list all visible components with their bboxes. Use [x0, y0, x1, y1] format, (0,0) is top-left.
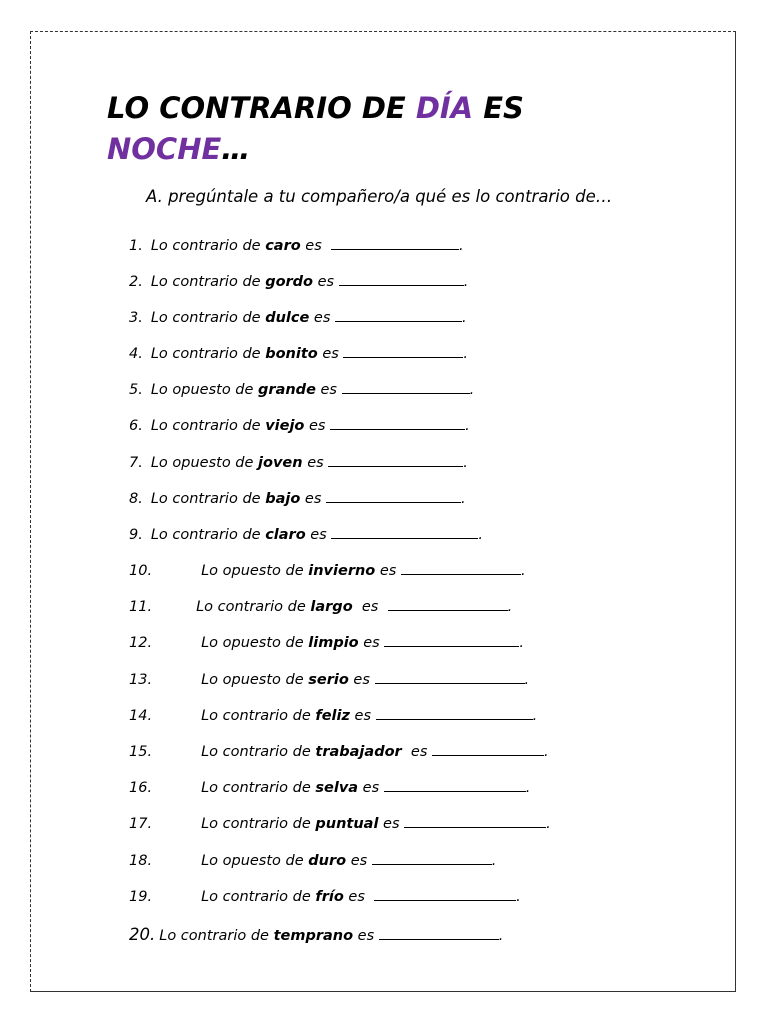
page-border	[30, 31, 736, 992]
item-keyword: duro	[308, 853, 347, 869]
answer-blank[interactable]	[384, 632, 519, 647]
item-period: .	[516, 889, 521, 905]
title-highlight-dia: DÍA	[415, 91, 474, 125]
item-connector: es	[378, 816, 405, 832]
item-number: 18.	[129, 853, 153, 869]
item-connector: es	[304, 418, 331, 434]
item-connector: es	[375, 563, 401, 579]
answer-blank[interactable]	[375, 669, 525, 684]
exercise-item	[129, 524, 483, 544]
item-prompt: Lo opuesto de	[150, 382, 259, 398]
item-prompt: Lo contrario de	[201, 780, 316, 796]
answer-blank[interactable]	[379, 925, 499, 940]
item-prompt: Lo contrario de	[201, 889, 316, 905]
answer-blank[interactable]	[401, 560, 521, 575]
item-connector: es	[352, 599, 388, 615]
exercise-item	[129, 813, 551, 833]
item-keyword: selva	[315, 780, 359, 796]
item-keyword: puntual	[315, 816, 379, 832]
item-period: .	[491, 853, 497, 869]
exercise-item	[129, 925, 503, 945]
item-keyword: feliz	[315, 708, 350, 724]
item-prompt: Lo contrario de	[150, 238, 266, 254]
item-number: 10.	[129, 563, 153, 579]
item-prompt: Lo contrario de	[150, 274, 266, 290]
item-connector: es	[358, 635, 385, 651]
exercise-item	[129, 777, 530, 797]
item-prompt: Lo contrario de	[150, 491, 266, 507]
exercise-item	[129, 850, 496, 870]
item-number: 17.	[129, 816, 153, 832]
exercise-item	[129, 560, 526, 580]
item-keyword: caro	[265, 238, 301, 254]
answer-blank[interactable]	[372, 850, 492, 865]
item-connector: es	[309, 310, 335, 326]
item-connector: es	[315, 382, 342, 398]
answer-blank[interactable]	[326, 488, 461, 503]
item-period: .	[469, 382, 475, 398]
item-number: 7.	[129, 455, 143, 471]
item-connector: es	[346, 853, 372, 869]
answer-blank[interactable]	[343, 343, 463, 358]
item-keyword: joven	[258, 455, 303, 471]
item-connector: es	[349, 708, 376, 724]
answer-blank[interactable]	[335, 307, 462, 322]
item-prompt: Lo contrario de	[201, 744, 316, 760]
exercise-item	[129, 452, 468, 472]
item-prompt: Lo opuesto de	[150, 455, 259, 471]
item-number: 4.	[129, 346, 143, 362]
answer-blank[interactable]	[384, 777, 526, 792]
exercise-item	[129, 669, 529, 689]
exercise-item	[129, 307, 467, 327]
item-connector: es	[317, 346, 344, 362]
item-keyword: grande	[258, 382, 316, 398]
item-period: .	[519, 635, 524, 651]
item-connector: es	[348, 672, 375, 688]
instruction-text: A. pregúntale a tu compañero/a qué es lo contrario de…	[146, 187, 613, 206]
item-period: .	[525, 780, 531, 796]
item-connector: es	[302, 455, 329, 471]
item-number: 2.	[129, 274, 143, 290]
item-period: .	[546, 816, 551, 832]
item-connector: es	[401, 744, 432, 760]
item-period: .	[463, 455, 468, 471]
answer-blank[interactable]	[374, 886, 516, 901]
item-prompt: Lo contrario de	[150, 527, 266, 543]
answer-blank[interactable]	[342, 379, 470, 394]
item-keyword: trabajador	[315, 744, 402, 760]
item-period: .	[498, 928, 504, 944]
exercise-item	[129, 741, 549, 761]
item-prompt: Lo contrario de	[196, 599, 311, 615]
item-period: .	[463, 346, 469, 362]
item-connector: es	[300, 238, 331, 254]
item-number: 8.	[129, 491, 143, 507]
item-number: 9.	[129, 527, 143, 543]
item-prompt: Lo contrario de	[150, 346, 266, 362]
item-number: 13.	[129, 672, 153, 688]
item-prompt: Lo contrario de	[201, 708, 316, 724]
item-keyword: largo	[310, 599, 353, 615]
worksheet-title	[107, 88, 667, 170]
item-period: .	[462, 310, 467, 326]
exercise-item	[129, 488, 466, 508]
answer-blank[interactable]	[404, 813, 546, 828]
item-keyword: bonito	[265, 346, 318, 362]
item-prompt: Lo opuesto de	[201, 853, 309, 869]
item-number: 12.	[129, 635, 153, 651]
item-period: .	[478, 527, 483, 543]
answer-blank[interactable]	[339, 271, 464, 286]
item-number: 15.	[129, 744, 153, 760]
item-prompt: Lo opuesto de	[201, 563, 309, 579]
item-keyword: viejo	[265, 418, 305, 434]
exercise-item	[129, 271, 468, 291]
item-period: .	[520, 563, 526, 579]
item-prompt: Lo contrario de	[150, 418, 266, 434]
item-connector: es	[300, 491, 326, 507]
item-period: .	[544, 744, 549, 760]
title-ellipsis: …	[221, 132, 251, 166]
item-number: 11.	[129, 599, 153, 615]
answer-blank[interactable]	[331, 524, 478, 539]
item-number: 3.	[129, 310, 143, 326]
item-connector: es	[305, 527, 332, 543]
item-number: 5.	[129, 382, 143, 398]
item-connector: es	[353, 928, 379, 944]
item-keyword: frío	[315, 889, 344, 905]
title-text-1: LO CONTRARIO DE	[107, 91, 416, 125]
answer-blank[interactable]	[388, 596, 508, 611]
item-prompt: Lo contrario de	[150, 310, 266, 326]
answer-blank[interactable]	[330, 415, 465, 430]
item-prompt: Lo opuesto de	[201, 672, 309, 688]
item-keyword: gordo	[265, 274, 314, 290]
item-period: .	[507, 599, 513, 615]
item-number: 1.	[129, 238, 143, 254]
exercise-item	[129, 415, 470, 435]
exercise-item	[129, 235, 464, 255]
exercise-item	[129, 596, 512, 616]
item-keyword: temprano	[273, 928, 354, 944]
answer-blank[interactable]	[331, 235, 459, 250]
item-period: .	[465, 418, 470, 434]
item-keyword: dulce	[265, 310, 310, 326]
item-connector: es	[313, 274, 339, 290]
item-connector: es	[343, 889, 375, 905]
item-keyword: claro	[265, 527, 306, 543]
exercise-item	[129, 632, 524, 652]
item-prompt: Lo contrario de	[201, 816, 316, 832]
item-prompt: Lo contrario de	[159, 928, 274, 944]
item-keyword: invierno	[308, 563, 376, 579]
item-period: .	[463, 274, 469, 290]
item-period: .	[461, 491, 466, 507]
answer-blank[interactable]	[376, 705, 533, 720]
exercise-item	[129, 343, 468, 363]
exercise-item	[129, 705, 537, 725]
title-text-es: ES	[473, 91, 524, 125]
item-keyword: limpio	[308, 635, 359, 651]
answer-blank[interactable]	[328, 452, 463, 467]
title-highlight-noche: NOCHE	[107, 132, 222, 166]
item-connector: es	[358, 780, 384, 796]
item-period: .	[532, 708, 538, 724]
item-number: 20.	[129, 925, 156, 944]
exercise-item	[129, 886, 521, 906]
item-number: 6.	[129, 418, 143, 434]
item-number: 19.	[129, 889, 153, 905]
item-keyword: serio	[308, 672, 349, 688]
item-keyword: bajo	[265, 491, 301, 507]
item-number: 14.	[129, 708, 153, 724]
item-period: .	[459, 238, 464, 254]
item-prompt: Lo opuesto de	[201, 635, 309, 651]
item-number: 16.	[129, 780, 153, 796]
exercise-item	[129, 379, 474, 399]
answer-blank[interactable]	[432, 741, 544, 756]
item-period: .	[524, 672, 530, 688]
